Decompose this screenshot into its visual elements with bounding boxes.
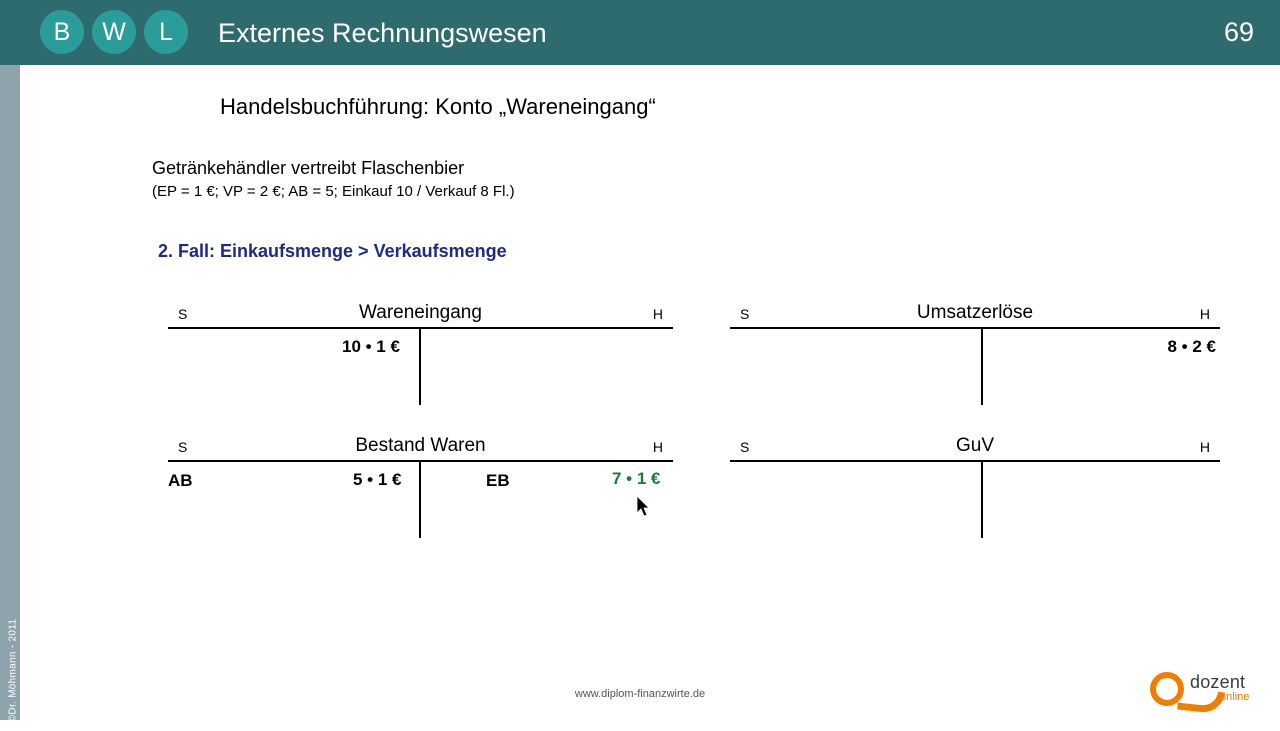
footer-url: www.diplom-finanzwirte.de <box>574 688 706 700</box>
dozent-online-logo <box>1144 666 1264 712</box>
intro-line-1: Getränkehändler vertreibt Flaschenbier <box>152 158 465 178</box>
left-rail <box>0 65 20 723</box>
credit-side-label: H <box>1199 439 1210 455</box>
brand-suffix: online <box>1220 691 1250 703</box>
logo-letter-l: L <box>144 10 188 54</box>
credit-side-label: H <box>1199 306 1210 322</box>
account-stem <box>981 327 983 405</box>
account-stem <box>419 460 421 538</box>
credit-value: 7 • 1 € <box>612 469 661 488</box>
debit-side-label: S <box>740 439 750 455</box>
logo-letter-w: W <box>92 10 136 54</box>
account-rule <box>730 327 1220 329</box>
t-account-wareneingang <box>168 302 673 356</box>
account-stem <box>419 327 421 405</box>
logo-letter-b: B <box>40 10 84 54</box>
credit-value: 8 • 2 € <box>1167 337 1216 356</box>
slide-header <box>0 0 1280 65</box>
closing-balance-label: EB <box>486 471 510 490</box>
credit-side-label: H <box>652 439 663 455</box>
slide-subtitle: Handelsbuchführung: Konto „Wareneingang“ <box>220 94 656 119</box>
account-stem <box>981 460 983 538</box>
credit-side-label: H <box>652 306 663 322</box>
account-rule <box>730 460 1220 462</box>
t-account-header <box>730 304 1220 328</box>
t-account-header <box>168 304 673 328</box>
debit-side-label: S <box>178 306 188 322</box>
t-account-guv <box>730 437 1220 461</box>
bwl-logo <box>40 10 188 54</box>
account-name: Wareneingang <box>359 302 482 323</box>
opening-balance-label: AB <box>168 471 193 490</box>
copyright-label: ©Dr. Möhmann - 2011 <box>7 618 19 723</box>
debit-side-label: S <box>740 306 750 322</box>
case-title: 2. Fall: Einkaufsmenge > Verkaufsmenge <box>158 241 507 261</box>
debit-value: 5 • 1 € <box>353 470 402 489</box>
account-name: Umsatzerlöse <box>916 302 1034 323</box>
debit-side-label: S <box>178 439 188 455</box>
t-account-bestand-waren <box>168 435 673 490</box>
account-name: GuV <box>955 435 995 456</box>
t-account-umsatzerloese <box>730 302 1220 356</box>
debit-value: 10 • 1 € <box>342 337 400 356</box>
mouse-cursor-icon <box>637 496 651 518</box>
intro-line-2: (EP = 1 €; VP = 2 €; AB = 5; Einkauf 10 / Verkauf 8 Fl.) <box>152 183 515 200</box>
page-title: Externes Rechnungswesen <box>218 18 547 48</box>
page-number: 69 <box>1223 17 1254 47</box>
account-name: Bestand Waren <box>355 435 486 456</box>
t-account-header <box>168 437 673 461</box>
t-account-header <box>730 437 1220 461</box>
brand-name: dozent <box>1190 672 1246 692</box>
